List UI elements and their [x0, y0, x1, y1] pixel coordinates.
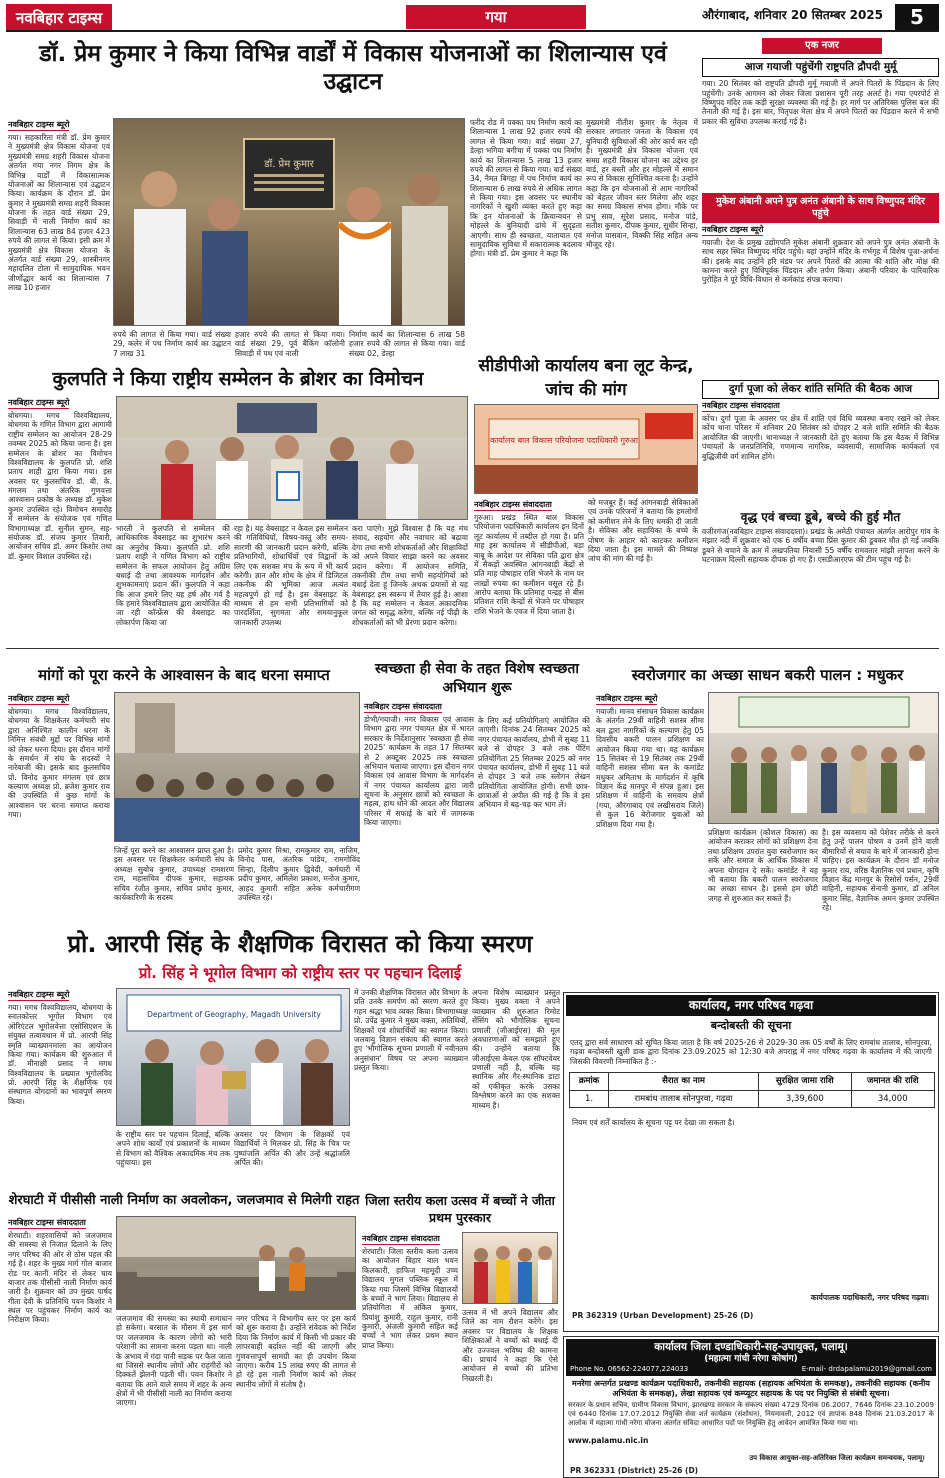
- lead-col-5: [470, 118, 582, 360]
- goat-photo-illustration: [709, 693, 939, 824]
- sherghati-col-2: [116, 1314, 232, 1474]
- notice1-table: [569, 1072, 935, 1108]
- rpsingh-text-3: अवसर पर विभाग के शिक्षकों एवं विद्यार्थियों ने मिलकर प्रो. सिंह के चित्र पर पुष्पांजलि अर्पित की और उन्हें श्रद्धांजलि अर्पित की।: [234, 1130, 350, 1168]
- cdpo-byline: नवबिहार टाइम्स संवाददाता: [474, 500, 552, 509]
- dharna-col-2: [114, 846, 234, 926]
- vc-text-1: बोधगया। मगध विश्वविद्यालय, बोधगया के गणित विभाग द्वारा आगामी राष्ट्रीय सम्मेलन का आयोजन 28-29 नवम्बर 2025 को किया जाना है। इस सम्मेलन के ब्रोशर का विमोचन विश्वविद्यालय के कुलपति प्रो. शशि प्रताप शाही द्वारा किया गया। इस अवसर पर कुलसचिव डॉ. बी. के. मंगलम तथा अंतरिक गुणवत्ता आश्वासन प्रकोष्ठ के अध्यक्ष डॉ. मुकेश कुमार उपस्थित रहे। विमोचन समारोह में सम्मेलन के संयोजक एवं गणित विभागाध्यक्ष डॉ. सुनील सुमन, सह-संयोजक डॉ. संजय कुमार तिवारी, आयोजन सचिव डॉ. अमर किशोर तथा डॉ. कुमार विशाल उपस्थित रहे।: [8, 411, 112, 561]
- goat-byline: नवबिहार टाइम्स ब्यूरो: [596, 694, 658, 703]
- notice2-headline: मनरेगा अन्तर्गत प्रखण्ड कार्यक्रम पदाधिकारी, तकनीकी सहायक (सहायक अभियंता के समकक्ष), तकनीकी सहायक (कनीय अभियंता के समकक्ष), लेखा सहायक एवं कम्प्यूटर सहायक के पद पर नियुक्ति से संबंधी सूचना।: [572, 1379, 930, 1399]
- sidebar-body-3: कोंच। दुर्गा पूजा के अवसर पर क्षेत्र में शांति एवं विधि व्यवस्था बनाए रखने को लेकर कोंच थाना परिसर में शनिवार 20 सितंबर को दोपहर 2 बजे शांति समिति की बैठक आयोजित की जाएगी। थानाध्यक्ष ने जानकारी देते हुए बताया कि इस बैठक में विभिन्न पंचायतों के जनप्रतिनिधि, गणमान्य नागरिक, व्यवसायी, सामाजिक कार्यकर्ता एवं बुद्धिजीवी वर्ग शामिल होंगे।: [702, 414, 939, 461]
- banner-text: Department of Geography, Magadh University: [147, 1010, 321, 1019]
- sidebar-tag: एक नजर: [762, 38, 882, 54]
- lead-photo-illustration: [114, 119, 465, 326]
- vc-photo: [116, 396, 468, 520]
- sherghati-col-1: [8, 1216, 112, 1474]
- goat-text-1: गयाजी। मानव संसाधन विकास कार्यक्रम के अंतर्गत 29वीं वाहिनी सशस्त्र सीमा बल द्वारा नागरिकों के कल्याण हेतु 05 दिवसीय बकरी पालन प्रशिक्षण का आयोजन किया गया था। यह कार्यक्रम 15 सितंबर से 19 सितंबर तक 29वीं वाहिनी सशस्त्र सीमा बल के कमांडेंट मधुकर अमिताभ के मार्गदर्शन में कृषि विज्ञान केंद्र मानपुर में संपन्न हुआ। इस प्रशिक्षण में वाहिनी के समवाय क्षेत्रों (गया, औरंगाबाद एवं लखीसराय जिले) से कुल 16 बेरोजगार युवाओं को प्रशिक्षण दिया गया है।: [596, 707, 704, 829]
- sidebar-head-4: वृद्ध एवं बच्चा डूबे, बच्चे की हुई मौत: [740, 510, 901, 524]
- notice1-cell: 34,000: [851, 1090, 934, 1108]
- goat-col-2: [708, 828, 818, 986]
- vc-col-2: [116, 524, 230, 642]
- divider: [6, 648, 939, 649]
- swachh-byline: नवबिहार टाइम्स संवाददाता: [364, 702, 442, 711]
- sidebar-head-1: आज गयाजी पहुंचेंगी राष्ट्रपति द्रौपदी मुर्मू: [702, 58, 939, 77]
- swachh-text-1: डोभी/गयाजी। नगर विकास एवं आवास विभाग द्वारा नगर पंचायत क्षेत्र में भारत सरकार के निर्देशानुसार 'स्वच्छता ही सेवा 2025' कार्यक्रम के तहत 17 सितम्बर से 2 अक्टूबर 2025 तक स्वच्छता अभियान चलाया जाएगा। इस दौरान नगर विकास एवं आवास विभाग के मार्गदर्शन में नगर पंचायत कार्यालय द्वारा जारी सूचना के अनुसार छात्रों को स्वच्छता के महत्व, हाथ धोने की आदत और विद्यालय परिसर में सफाई के बारे में जागरूक किया जाएगा।: [364, 715, 474, 828]
- rpsingh-col-4: [354, 988, 468, 1186]
- lead-col-6: [586, 118, 698, 360]
- masthead: [6, 4, 939, 32]
- notice1-cell: 1.: [570, 1090, 609, 1108]
- notice1-title: कार्यालय, नगर परिषद गढ़वा: [566, 995, 936, 1016]
- notice1-cell: 3,39,600: [759, 1090, 851, 1108]
- vc-col-1: [8, 396, 112, 642]
- kala-col-2: [462, 1308, 558, 1474]
- dharna-col-1: [8, 692, 110, 924]
- notice2-pr: PR 362331 (District) 25-26 (D): [570, 1465, 699, 1475]
- lead-col-2: [113, 330, 231, 360]
- rpsingh-subhead: प्रो. सिंह ने भूगोल विभाग को राष्ट्रीय स्तर पर पहचान दिलाई: [138, 964, 462, 982]
- goat-col-3: [822, 828, 939, 986]
- rpsingh-col-5: [472, 988, 560, 1186]
- dharna-photo: [114, 692, 360, 842]
- notice2-body: सरकार के प्रधान सचिव, ग्रामीण विकास विभाग, झारखण्ड सरकार के संकल्प संख्या 4729 दिनांक 06.2007, 7646 दिनांक 23.10.2009 एवं 6440 दिनांक 17.07.2012 नियुक्ति सेवा शर्त कार्यक्रम (संशोधन), नियमावली, 2012 एवं ज्ञापांक 848 दिनांक 21.03.2017 के आलोक में महात्मा गांधी नरेगा योजना अंतर्गत संविदा आधारित पदों पर नियुक्ति हेतु आवेदन आमंत्रित किया गया था।: [568, 1401, 934, 1427]
- goat-col-1: [596, 692, 704, 986]
- cdpo-text-2: को मजबूर हैं। कई आंगनबाड़ी सेविकाओं एवं उनके परिजनों ने बताया कि हमलोगों को कमीशन लेने के लिए धमकी दी जाती है। सेविका और सहायिका के बच्चे के पोषण के आहार को काटकर कमीशन दिया जाता है। इस मामले की निष्पक्ष जांच की मांग की गई है।: [588, 498, 698, 564]
- lead-text-2: रुपये की लागत से किया गया। वार्ड संख्या 29, कलेर में पथ निर्माण कार्य का उद्घाटन 7 लाख 31: [113, 330, 231, 358]
- sidebar-body-4: वजीरगंज(नवबिहार टाइम्स संवाददाता)। प्रखंड के अमेठी पंचायत अंतर्गत आरोपुर गांव के मंझार नदी में शुक्रवार को एक 6 वर्षीय बच्चा प्रिंस कुमार की डूबकर मौत हो गई जबकि डूबने से बचाने के क्रम में लखपतिया नियासी 55 वर्षीय रामवतार मांझी लापता करने के घटनाक्रम दिल्ली सहायक दीपक हो गए हैं। एसडीआरएफ की टीम पहुंच गई है।: [702, 527, 939, 565]
- notice1-subtitle: बन्दोबस्ती की सूचना: [710, 1019, 792, 1032]
- lead-text-5: फरीद रोड में पक्का पथ निर्माण कार्य का शिलान्यास 1 लाख 92 हजार रुपये की लागत से किया गया। वार्ड संख्या 27, डेल्हा भगिया बगीचा में पक्का पथ निर्माण कार्य का शिलान्यास 5 लाख 13 हजार रुपये की लागत से किया गया। वार्ड संख्या 34, नैमत बिगहा में पथ निर्माण कार्य का शिलान्यास 6 लाख रुपये से अधिक लागत से किया गया। इस अवसर पर स्थानीय नागरिकों ने खुशी व्यक्त करते हुए कहा कि इन योजनाओं के क्रियान्वयन से मोहल्ले के बुनियादी ढांचे में सुदृढ़ता आएगी। साथ ही स्वच्छता, यातायात एवं सामुदायिक सुविधा में सकारात्मक बदलाव होगा। मंत्री डॉ. प्रेम कुमार ने कहा कि: [470, 118, 582, 259]
- vc-byline: नवबिहार टाइम्स ब्यूरो: [8, 398, 70, 407]
- cdpo-photo-illustration: [475, 405, 698, 494]
- notice-palamu: [563, 1336, 939, 1478]
- cdpo-headline: सीडीपीओ कार्यालय बना लूट केन्द्र, जांच की मांग: [478, 356, 694, 400]
- dharna-text-1: बोधगया। मगध विश्वविद्यालय, बोधगया के शिक्षकेतर कर्मचारी संघ द्वारा अनिश्चित कालीन धरना के निमित्त संबंधी मुद्दों पर विभिन्न मांगों को लेकर धरना दिया। इस दौरान मांगों के समर्थन में संघ के सदस्यों ने नारेबाजी की। इसके बाद कुलसचिव प्रो. विनोद कुमार मंगलम एवं छात्र कल्याण अध्यक्ष प्रो. ब्रजेश कुमार राय की उपस्थिति में कुछ मांगों के आश्वासन पर धरना समाप्त कराया गया।: [8, 707, 110, 820]
- dateline: औरंगाबाद, शनिवार 20 सितम्बर 2025: [701, 8, 883, 22]
- sherghati-text-2: जलजमाव की समस्या का स्थायी समाधान हो सकेगा। बरसात के मौसम में इस मार्ग पर जलजमाव के कारण लोगों को भारी परेशानी का सामना करना पड़ता था। नाली के अभाव में गंदा पानी सड़क पर फैल जाता था जिससे स्थानीय लोगों और राहगीरों को दिक्कतें झेलनी पड़ती थीं। पवन किशोर ने बताया कि आने वाले समय में शहर के अन्य क्षेत्रों में भी पीसीसी नाली का निर्माण कराया जाएगा।: [116, 1314, 232, 1408]
- rpsingh-photo-illustration: [117, 989, 350, 1126]
- vc-text-2: भारती ने कुलपति से सम्मेलन की आधिकारिक वेबसाइट का शुभारंभ करने का अनुरोध किया। कुलपति प्रो. शशि प्रताप शाही ने गणित विभाग को राष्ट्रीय सम्मेलन के सफल आयोजन हेतु अग्रिम बधाई दी तथा आवश्यक मार्गदर्शन और शुभकामनाएं प्रदान कीं। कुलपति ने कहा कि आज हमारे लिए यह हर्ष और गर्व है कि हमारे विश्वविद्यालय द्वारा आयोजित की जा रही कॉन्फ्रेंस की वेबसाइट का लोकार्पण किया जा: [116, 524, 230, 627]
- rpsingh-col-1: [8, 988, 112, 1186]
- dharna-headline: मांगों को पूरा करने के आश्वासन के बाद धरना समाप्त: [38, 666, 330, 684]
- notice1-footnote: नियम एवं शर्तें कार्यालय के सूचना पट्ट पर देखा जा सकता है।: [572, 1118, 735, 1128]
- rpsingh-text-4: में उनकी शैक्षणिक विरासत और विभाग के प्रति उनके समर्पण को स्मरण करते हुए गहन श्रद्धा भाव व्यक्त किया। विभागाध्यक्ष प्रो. उपेंद्र कुमार ने मुख्य वक्ता, अतिथियों, शिक्षकों एवं शोधार्थियों का स्वागत किया। जलवायु विज्ञान संकाय की स्वागत करते हुए 'भौगोलिक सूचना प्रणाली में नवीनतम अनुसंधान' विषय पर अपना व्याख्यान प्रस्तुत किया।: [354, 988, 468, 1072]
- sherghati-photo-illustration: [117, 1217, 356, 1310]
- kala-text-1: शेरघाटी। जिला स्तरीय कला उत्सव का आयोजन बिहार बाल भवन किलकारी, हाफिज महमूदी उच्च विद्यालय मुगल पब्लिक स्कूल में किया गया जिसमें विभिन्न विद्यालयों के बच्चों ने भाग लिया। विद्यालय से प्रतियोगिता में अंकित कुमार, प्रियांशु कुमारी, राहुल कुमार, रानी कुमारी, अंजली कुमारी सहित कई बच्चों ने भाग लेकर प्रथम स्थान प्राप्त किया।: [362, 1247, 458, 1350]
- swachh-col-2: [478, 716, 590, 926]
- kala-byline: नवबिहार टाइम्स संवाददाता: [362, 1234, 440, 1243]
- section-label: गया: [406, 5, 586, 29]
- notice2-phone: Phone No. 06562-224077,224033: [570, 1365, 689, 1374]
- notice2-website[interactable]: www.palamu.nic.in: [568, 1436, 649, 1446]
- swachh-headline: स्वच्छता ही सेवा के तहत विशेष स्वच्छता अभियान शुरू: [375, 661, 579, 696]
- page-number: 5: [895, 4, 939, 30]
- sidebar-ek-nazar: [702, 38, 939, 628]
- lead-col-4: [349, 330, 465, 360]
- notice2-header: [566, 1339, 936, 1376]
- vc-headline: कुलपति ने किया राष्ट्रीय सम्मेलन के ब्रोशर का विमोचन: [52, 368, 424, 390]
- notice1-table-header: [570, 1072, 935, 1090]
- vc-text-3: रहा है। यह वेबसाइट न केवल इस सम्मेलन की गतिविधियों, विषय-वस्तु और समय-सारणी की जानकारी प्रदान करेगी, बल्कि प्रतिभागियों, शोधार्थियों एवं विद्वानों के लिए एक सशक्त मंच के रूप में भी कार्य करेगी। ज्ञान और शोध के क्षेत्र में डिजिटल तकनीक की भूमिका आज अत्यंत महत्वपूर्ण हो गई है। इस वेबसाइट के माध्यम से हम सभी प्रतिभागियों को पारदर्शिता, सुगमता और समयानुकूल जानकारी उपलब्ध: [234, 524, 348, 627]
- lead-text-1: गया। सहकारिता मंत्री डॉ. प्रेम कुमार ने मुख्यमंत्री क्षेत्र विकास योजना एवं मुख्यमंत्री समग्र शहरी विकास योजना अंतर्गत गया नगर निगम क्षेत्र के विभिन्न वार्डों में विकासात्मक योजनाओं का शिलान्यास एवं उद्घाटन किया। कार्यक्रम के दौरान डॉ. प्रेम कुमार ने मुख्यमंत्री समग्र शहरी विकास योजना के तहत वार्ड संख्या 29, सिवाड़ी में नाली निर्माण कार्य का शिलान्यास 63 लाख 84 हजार 423 रुपये की लागत से किया। इसी क्रम में मुख्यमंत्री क्षेत्र विकास योजना के अंतर्गत वार्ड संख्या 29, शास्त्रीनगर महादलित टोला में सामुदायिक भवन जीर्णोद्धार कार्य का शिलान्यास 7 लाख 10 हजार: [8, 133, 110, 292]
- notice2-signature: उप विकास आयुक्त-सह-अतिरिक्त जिला कार्यक्रम समन्वयक, पलामू।: [749, 1454, 925, 1463]
- notice1-th: सैरात का नाम: [609, 1072, 759, 1090]
- vc-col-3: [234, 524, 348, 642]
- notice1-pr: PR 362319 (Urban Development) 25-26 (D): [572, 1311, 754, 1320]
- goat-text-2: प्रशिक्षण कार्यक्रम (कौशल विकास) का आयोजन कराकर लोगों को प्रशिक्षण देना तथा प्रशिक्षण उपरांत युवा स्वरोजगार कर सकें और समाज के आर्थिक विकास में अपना योगदान दे सकें। कमांडेंट ने यह भी बताया कि बकरी पालन स्वरोजगार का अच्छा साधन है। इससे हम छोटी जगह से शुरुआत कर सकते हैं।: [708, 828, 818, 903]
- lead-byline: नवबिहार टाइम्स ब्यूरो: [8, 120, 70, 129]
- sidebar-head-3: दुर्गा पूजा को लेकर शांति समिति की बैठक आज: [702, 380, 939, 399]
- notice2-contact: [570, 1365, 932, 1374]
- sidebar-byline-3: नवबिहार टाइम्स संवाददाता: [702, 401, 780, 410]
- sherghati-col-3: [236, 1314, 356, 1474]
- vc-text-4: करा पाएंगे। मुझे विश्वास है कि यह मंच संवाद, सहयोग और नवाचार को बढ़ावा देगा तथा सभी शोधकर्ताओं और शिक्षाविदों को अपने विचार साझा करने का अवसर प्रदान करेगा। मैं आयोजन समिति, तकनीकी टीम तथा सभी सहयोगियों को बधाई देता हूं जिनके अथक प्रयासों से यह वेबसाइट इस स्वरूप में तैयार हुई है। आशा है कि यह सम्मेलन न केवल अकादमिक जगत को समृद्ध करेगा, बल्कि नई पीढ़ी के शोधकर्ताओं को भी प्रेरणा प्रदान करेगा।: [352, 524, 468, 627]
- rpsingh-byline: नवबिहार टाइम्स ब्यूरो: [8, 990, 70, 999]
- notice1-th: क्रमांक: [570, 1072, 609, 1090]
- lead-text-4: निर्माण कार्य का शिलान्यास 6 लाख 58 हजार रुपये की लागत से किया गया। वार्ड संख्या 02, डेल्हा: [349, 330, 465, 358]
- sidebar-head-2: मुकेश अंबानी अपने पुत्र अनंत अंबानी के साथ विष्णुपद मंदिर पहुंचे: [702, 193, 939, 223]
- cdpo-col-1: [474, 498, 584, 642]
- lead-col-1: [8, 118, 110, 358]
- cdpo-sign-text: कार्यालय बाल विकास परियोजना पदाधिकारी गुरुआ: [490, 436, 638, 445]
- notice2-title: कार्यालय जिला दण्डाधिकारी-सह-उपायुक्त, पलामू।: [654, 1341, 848, 1353]
- plaque-text: डॉ. प्रेम कुमार: [264, 159, 314, 170]
- rpsingh-photo: [116, 988, 350, 1126]
- vc-photo-illustration: [117, 397, 468, 520]
- notice1-th: सुरक्षित जामा राशि: [759, 1072, 851, 1090]
- rpsingh-text-5: अपना विशेष व्याख्यान प्रस्तुत किया। मुख्य वक्ता ने अपने व्याख्यान की शुरुआत रिमोट सेंसिंग को भौगोलिक सूचना प्रणाली (जीआईएस) की मूल अवधारणाओं को समझाते हुए की। उन्होंने बताया कि जीआईएस केवल एक सॉफ्टवेयर प्रणाली नहीं है, बल्कि यह स्थानिक और गैर-स्थानिक डाटा को एकीकृत करके उसका विश्लेषण करने का एक सशक्त माध्यम है।: [472, 988, 560, 1110]
- dharna-byline: नवबिहार टाइम्स ब्यूरो: [8, 694, 70, 703]
- kala-col-1: [362, 1232, 458, 1474]
- lead-text-6: मुख्यमंत्री नीतीश कुमार के नेतृत्व में सरकार लगातार जनता के विकास एवं बुनियादी सुविधाओं की ओर कार्य कर रही है। मुख्यमंत्री क्षेत्र विकास योजना एवं समग्र शहरी विकास योजना का उद्देश्य हर वार्ड, हर बस्ती और हर मोहल्ले में समान रूप से विकास सुनिश्चित करना है। उन्होंने कहा कि इन योजनाओं से आम नागरिकों को बेहतर जीवन स्तर मिलेगा और शहर का समग्र विकास संभव होगा। मौके पर प्रभु साव, सुरेश प्रसाद, मनोज पांडे, सतीश कुमार, दीपक कुमार, सुधीर सिन्हा, मनोज पासवान, विक्की सिंह सहित अन्य मौजूद रहे।: [586, 118, 698, 249]
- kala-text-2: उत्सव में भी अपने विद्यालय और जिले का नाम रौशन करेंगे। इस अवसर पर विद्यालय के शिक्षक शिक्षिकाओं ने बच्चों को बधाई दी और उज्ज्वल भविष्य की कामना की। प्राचार्य ने कहा कि ऐसे आयोजन से बच्चों की प्रतिभा निखरती है।: [462, 1308, 558, 1383]
- goat-headline: स्वरोजगार का अच्छा साधन बकरी पालन : मधुकर: [631, 666, 904, 684]
- dharna-photo-illustration: [115, 693, 360, 842]
- newspaper-brand: नवबिहार टाइम्स: [6, 4, 112, 30]
- notice2-subtitle: (महात्मा गांधी नरेगा कोषांग): [704, 1354, 798, 1365]
- sherghati-headline: शेरघाटी में पीसीसी नाली निर्माण का अवलोकन, जलजमाव से मिलेगी राहत: [8, 1193, 360, 1208]
- notice2-email: E-mail- drdapalamu2019@gmail.com: [801, 1365, 932, 1374]
- notice2-website-line: [564, 1436, 938, 1445]
- cdpo-photo: [474, 404, 698, 494]
- kala-photo: [462, 1232, 558, 1304]
- notice1-body: एतद् द्वारा सर्व साधारण को सूचित किया जाता है कि वर्ष 2025-26 से 2029-30 तक 05 वर्षों के लिए रामबांध तालाब, सोनपुरवा, गढ़वा बन्दोबस्ती खुली डाक द्वारा दिनांक 23.09.2025 को 12:30 बजे अपराह्न में नगर परिषद गढ़वा के कार्यालय में की जाएगी जिसकी विवरणी निम्नांकित है :-: [570, 1037, 932, 1066]
- goat-photo: [708, 692, 939, 824]
- cdpo-col-2: [588, 498, 698, 642]
- rpsingh-text-1: गया। मगध विश्वविद्यालय, बोधगया के स्नातकोत्तर भूगोल विभाग एवं ओरिएंटल भूगोलवेत्ता एसोसिएशन के संयुक्त तत्वावधान में प्रो. आरपी सिंह स्मृति व्याख्यानमाला का आयोजन किया गया। कार्यक्रम की शुरुआत में डॉ. मीनाक्षी प्रसाद ने मगध विश्वविद्यालय के प्रख्यात भूगोलविद प्रो. आरपी सिंह के शैक्षणिक एवं संस्थागत योगदानों का भावपूर्ण स्मरण किया।: [8, 1003, 112, 1106]
- kala-headline: जिला स्तरीय कला उत्सव में बच्चों ने जीता प्रथम पुरस्कार: [365, 1193, 555, 1225]
- dharna-text-2: जिन्हें पूरा करने का आश्वासन प्राप्त हुआ है। इस अवसर पर शिक्षकेतर कर्मचारी संघ के अध्यक्ष सुबोध कुमार, उपाध्यक्ष रामशरण राम, महासचिव दीपक कुमार, सहायक सचिव रंजीत कुमार, सचिव प्रमोद कुमार, कार्यकारिणी के सदस्य: [114, 846, 234, 902]
- rpsingh-headline: प्रो. आरपी सिंह के शैक्षणिक विरासत को किया स्मरण: [67, 930, 533, 958]
- notice-nagar-parishad: [563, 992, 939, 1332]
- sidebar-body-1: गया। 20 सितंबर को राष्ट्रपति द्रौपदी मुर्मू गयाजी में अपने पितरों के पिंडदान के लिए पहुंचेंगी। उनके आगमन को लेकर जिला प्रशासन पूरी तरह अलर्ट है। गया एयरपोर्ट से विष्णुपद मंदिर तक कड़ी सुरक्षा व्यवस्था की गई है। हर मार्ग पर अतिरिक्त पुलिस बल की तैनाती की गई है। इस बार, पितृपक्ष मेला क्षेत्र में अपने पितरों का पिंडदान करने में सभी प्रकार की सुविधा उपलब्ध कराई गई है।: [702, 79, 939, 126]
- cdpo-text-1: गुरुआ। प्रखंड स्थित बाल विकास परियोजना पदाधिकारी कार्यालय इन दिनों लूट कार्यालय में तब्दील हो गया है। प्रति माह इस कार्यालय में सीडीपीओ, बड़ा बाबू के आदेश पर सेविका पति द्वारा क्षेत्र में सैकड़ों अवस्थित आंगनबाड़ी केंद्रों से प्रति माह पोषाहार राशि भेजने के नाम पर लाखों रुपया का कमीशन वसूल रहे हैं। आरोप बताया कि प्रतिमाह पन्द्रह से बीस प्रतिशत राशि केन्द्रों से भेजने पर पोषाहार राशि भेजने के एवज में दिया जाता है।: [474, 513, 584, 616]
- lead-text-3: हजार रुपये की लागत से किया गया। वार्ड संख्या 29, पूर्व बैंकिंग कॉलोनी सिवाड़ी में पथ एवं नाली: [235, 330, 345, 358]
- swachh-col-1: [364, 700, 474, 926]
- sidebar-byline-2: नवबिहार टाइम्स ब्यूरो: [702, 224, 764, 234]
- notice1-cell: रामबांध तालाब सोनपुरवा, गढ़वा: [609, 1090, 759, 1108]
- rpsingh-col-2: [116, 1130, 230, 1186]
- sherghati-text-1: शेरघाटी। शहरवासियों को जलजमाव की समस्या से निजात दिलाने के लिए नगर परिषद की ओर से ठोस पहल की गई है। शहर के मुख्य मार्ग गोल बाजार रोड पर कानी मंदिर से लेकर चाय बाजार तक पीसीसी नाली निर्माण कार्य जारी है। शुक्रवार को उप मुख्य पार्षद गीता देवी के प्रतिनिधि पवन किशोर ने स्थल पर पहुंचकर निर्माण कार्य का निरीक्षण किया।: [8, 1231, 112, 1325]
- swachh-text-2: के लिए कई प्रतियोगिताएं आयोजित की जाएंगी। दिनांक 24 सितम्बर 2025 को नगर पंचायत कार्यालय, डोभी में सुबह 11 बजे से दोपहर 3 बजे तक पेंटिंग प्रतियोगिता 25 सितम्बर 2025 को नगर पंचायत कार्यालय, डोभी में सुबह 11 बजे से दोपहर 3 बजे तक स्लोगन लेखन प्रतियोगिता आयोजित होगी। सभी छात्र-छात्राओं से अपील की गई है कि वे इस अभियान में बढ़-चढ़ कर भाग लें।: [478, 716, 590, 810]
- lead-col-3: [235, 330, 345, 360]
- lead-photo: [113, 118, 465, 326]
- notice1-signature: कार्यपालक पदाधिकारी, नगर परिषद गढ़वा।: [810, 1293, 930, 1302]
- sherghati-text-3: नगर परिषद ने विभागीय स्तर पर इस कार्य को शुरू कराया है। उन्होंने संवेदक को निर्देश दिया कि निर्माण कार्य में किसी भी प्रकार की लापरवाही बर्दाश्त नहीं की जाएगी और गुणवत्तापूर्ण सामग्री का ही उपयोग किया जाएगा। करीब 15 लाख रुपए की लागत से हो रहे इस नाली निर्माण कार्य को लेकर स्थानीय लोगों में संतोष है।: [236, 1314, 356, 1389]
- table-row: [570, 1090, 935, 1108]
- dharna-col-3: [238, 846, 360, 926]
- notice1-th: जमानत की राशि: [851, 1072, 934, 1090]
- sidebar-body-2: गयाजी। देश के प्रमुख उद्योगपति मुकेश अंबानी शुक्रवार को अपने पुत्र अनंत अंबानी के साथ सहर स्थित विष्णुपद मंदिर पहुंचे। यहां उन्होंने मंदिर के गर्भगृह में विशेष पूजा-अर्चना की। इसके बाद उन्होंने हरि मंडप पर अपने पितरों की आत्मा की शांति और मोक्ष की कामना करते हुए विधिपूर्वक पिंडदान और तर्पण किया। अंबानी परिवार के पारिवारिक पुरोहित ने पूरे विधि-विधान से कर्मकांड संपन्न कराया।: [702, 237, 939, 285]
- lead-headline: डॉ. प्रेम कुमार ने किया विभिन्न वार्डों में विकास योजनाओं का शिलान्यास एवं उद्घाटन: [39, 41, 667, 95]
- sherghati-photo: [116, 1216, 356, 1310]
- rpsingh-col-3: [234, 1130, 350, 1186]
- rpsingh-text-2: के राष्ट्रीय स्तर पर पहचान दिलाई, बल्कि अपने शोध कार्यों एवं प्रकाशनों के माध्यम से विभाग को वैश्विक अकादमिक मंच तक पहुंचाया। इस: [116, 1130, 230, 1168]
- dharna-text-3: प्रमोद कुमार मिश्रा, रामकुमार राम, नाजिम, विनोद पास, अंतरिक पांडेय, रामगोविंद सिन्हा, दिलीप कुमार द्विवेदी, कर्मचारी में प्रदीप कुमार, अमिलेश प्रकाश, मनोज कुमार, आहद कुमारी सहित अनेक कर्मचारीगण उपस्थित रहे।: [238, 846, 360, 902]
- goat-text-3: है। इस व्यवसाय को पेशेवर तरीके से करने हेतु उन्हें पालन पोषण व उनमें होने वाली बीमारियों से बचाव के बारे में जानकारी होना चाहिए। इस कार्यक्रम के दौरान डॉ मनोज कुमार राय, वरिष्ठ वैज्ञानिक एवं प्रधान, कृषि विज्ञान केंद्र मानपुर के रिसोर्स पर्सन, 29वीं वाहिनी, सहायक सेनानी कुमार, डॉ अनिल कुमार सिंह, वैज्ञानिक अमन कुमार उपस्थित रहे।: [822, 828, 939, 912]
- kala-photo-illustration: [463, 1233, 558, 1304]
- vc-col-4: [352, 524, 468, 642]
- sherghati-byline: नवबिहार टाइम्स संवाददाता: [8, 1218, 86, 1227]
